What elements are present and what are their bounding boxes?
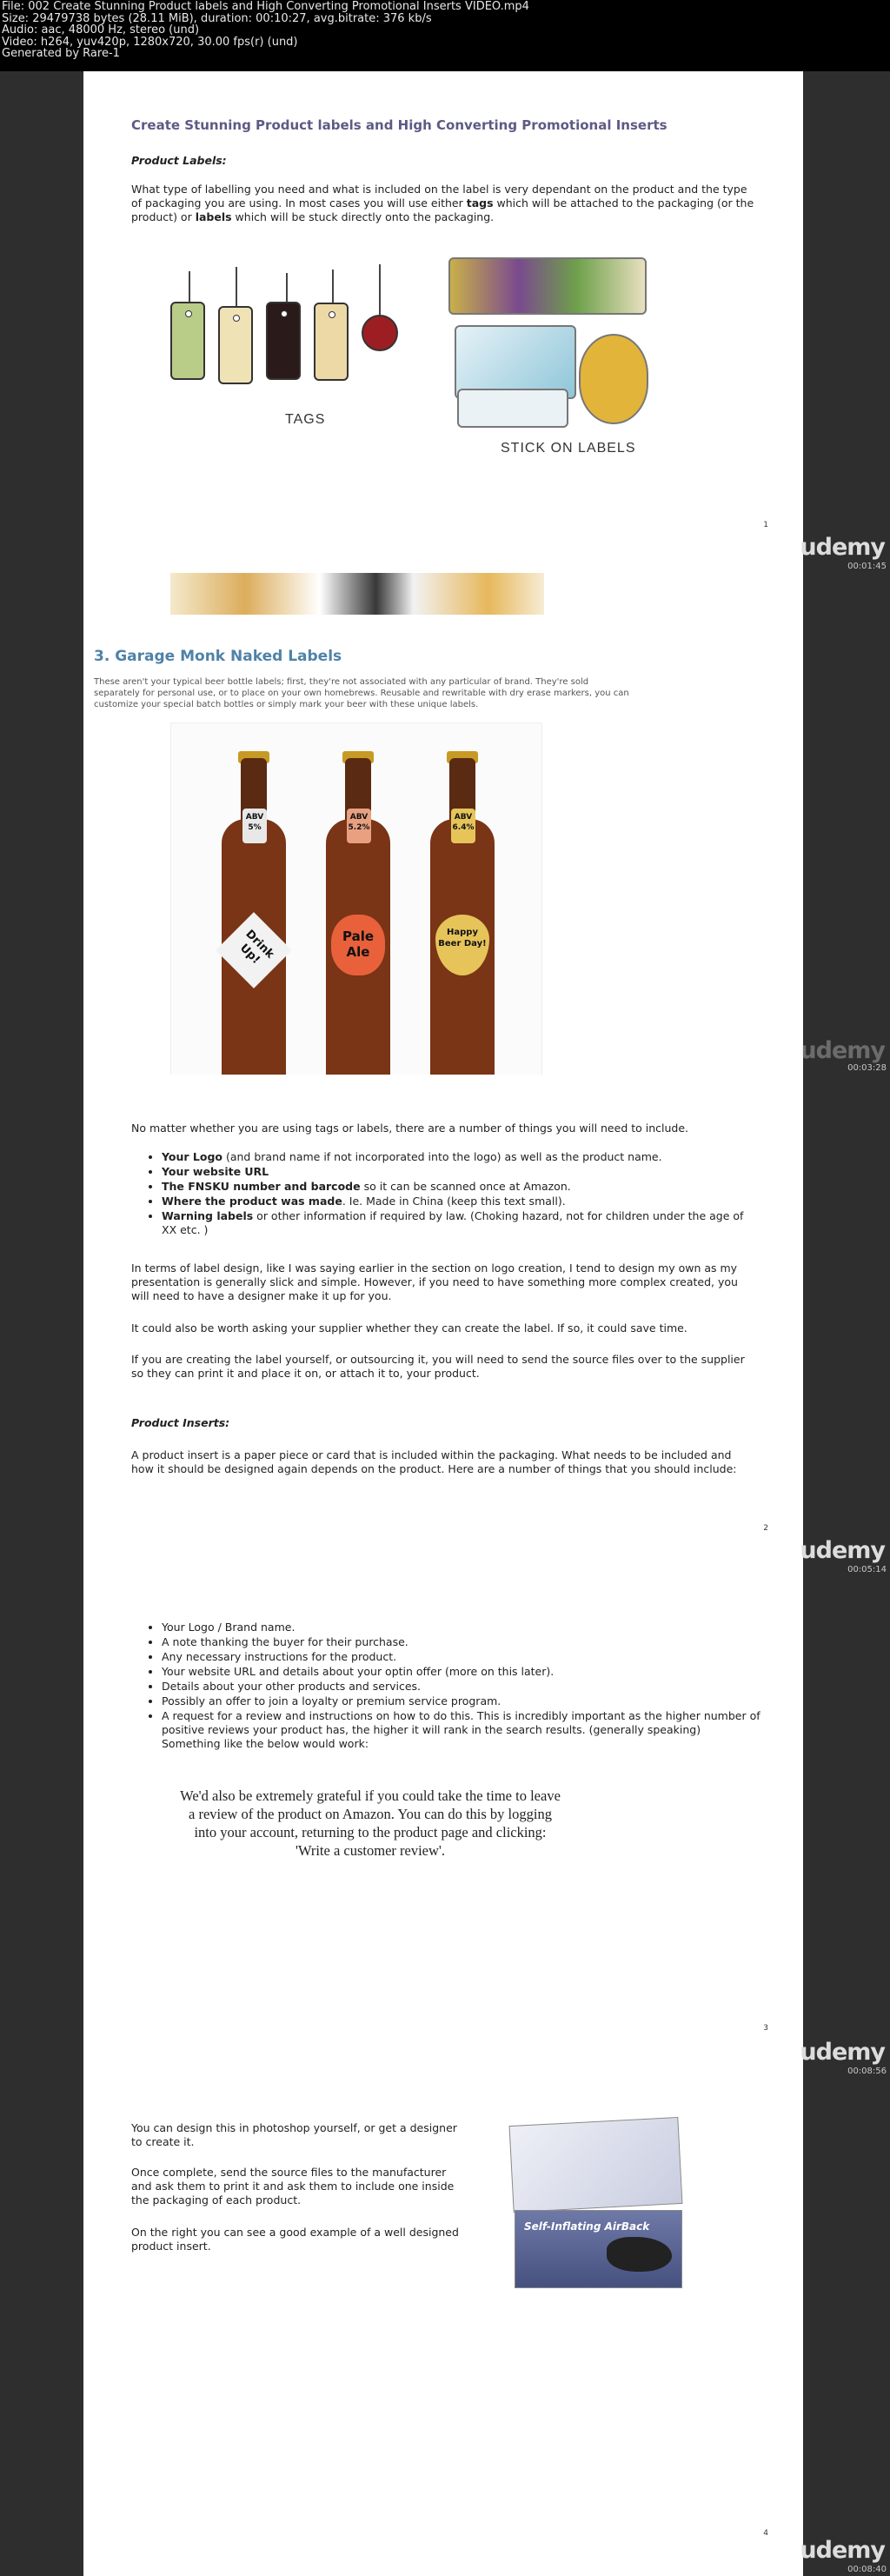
section-subheading: Product Inserts: — [131, 1416, 230, 1429]
intro-paragraph: What type of labelling you need and what is included on the label is very dependant on the product and the type of packaging you are using. In most cases you will use either tags which will be attached to the packaging (or the product) or labels which will be stuck directly onto the packaging. — [131, 183, 754, 223]
udemy-watermark: udemy — [800, 1537, 885, 1564]
paragraph: A product insert is a paper piece or card that is included within the packaging. What needs to be included and how it should be designed again depends on the product. Here are a number of things that you should include: — [131, 1448, 737, 1475]
list-item: • Your Logo (and brand name if not incorporated into the logo) as well as the product name. — [162, 1150, 761, 1164]
bottle-top-label: ABV 5% — [242, 809, 267, 843]
file-info-line: Generated by Rare-1 — [2, 47, 120, 60]
section-heading: 3. Garage Monk Naked Labels — [94, 648, 342, 665]
bottle-main-label: Pale Ale — [331, 915, 385, 975]
document-page — [83, 71, 803, 573]
file-info-line: File: 002 Create Stunning Product labels and High Converting Promotional Inserts VIDEO.mp4 — [2, 0, 529, 13]
web-page — [83, 573, 803, 1075]
list-item: • Details about your other products and services. — [162, 1680, 761, 1694]
page-title: Create Stunning Product labels and High Converting Promotional Inserts — [131, 117, 668, 133]
list-item: • Warning labels or other information if required by law. (Choking hazard, not for children under the age of XX etc. ) — [162, 1209, 761, 1237]
beer-bottle — [222, 758, 286, 1075]
beer-photo — [170, 722, 542, 1075]
section-subheading: Product Labels: — [131, 154, 227, 167]
paragraph: On the right you can see a good example of a well designed product insert. — [131, 2226, 459, 2253]
section-description: These aren't your typical beer bottle labels; first, they're not associated with any particular of brand. They're sold separately for personal use, or to place on your own homebrews. Reusable and rewritable with dry erase markers, you can customize your special batch bottles or simply mark your beer with these unique labels. — [94, 677, 629, 709]
list-item: • A request for a review and instructions on how to do this. This is incredibly important as the higher number of positive reviews your product has, the higher it will rank in the search results. (generally speaking) Something like the below would work: — [162, 1709, 761, 1751]
video-frame-5 — [0, 2078, 890, 2576]
video-timestamp: 00:01:45 — [847, 562, 887, 571]
beer-bottle — [430, 758, 495, 1075]
udemy-watermark: udemy — [800, 2537, 885, 2564]
paragraph: In terms of label design, like I was saying earlier in the section on logo creation, I tend to design my own as my presentation is generally slick and simple. However, if you need to have something more complex created, you will need to have a designer make it up for you. — [131, 1261, 738, 1302]
file-info-header — [0, 0, 890, 71]
labels-caption: STICK ON LABELS — [501, 441, 636, 456]
file-info-line: Size: 29479738 bytes (28.11 MiB), duration: 00:10:27, avg.bitrate: 376 kb/s — [2, 11, 432, 25]
video-frame-2 — [0, 573, 890, 1075]
list-item: • The FNSKU number and barcode so it can be scanned once at Amazon. — [162, 1180, 761, 1194]
video-frame-3 — [0, 1075, 890, 1576]
video-timestamp: 00:08:56 — [847, 2067, 887, 2076]
udemy-watermark: udemy — [800, 534, 885, 561]
page-number: 4 — [763, 2529, 768, 2538]
bottle-top-label: ABV 6.4% — [451, 809, 475, 843]
video-frame-1 — [0, 71, 890, 573]
video-timestamp: 00:03:28 — [847, 1063, 887, 1073]
brochure-title: Self-Inflating AirBack — [524, 2220, 650, 2233]
review-request-quote: We'd also be extremely grateful if you could take the time to leave a review of the product on Amazon. You can do this by logging into your account, returning to the product page and clicking: 'Write a customer review'. — [180, 1787, 561, 1859]
list-item: • Any necessary instructions for the product. — [162, 1650, 761, 1664]
list-item: • Possibly an offer to join a loyalty or premium service program. — [162, 1694, 761, 1708]
file-info-line: Audio: aac, 48000 Hz, stereo (und) — [2, 23, 200, 37]
intro-paragraph: No matter whether you are using tags or labels, there are a number of things you will need to include. — [131, 1122, 689, 1135]
list-item: • Your website URL — [162, 1165, 761, 1179]
list-item: • Your website URL and details about your optin offer (more on this later). — [162, 1665, 761, 1679]
list-item: • Your Logo / Brand name. — [162, 1621, 761, 1634]
document-page — [83, 2078, 803, 2576]
paragraph: It could also be worth asking your supplier whether they can create the label. If so, it could save time. — [131, 1321, 687, 1335]
paragraph: You can design this in photoshop yourself, or get a designer to create it. — [131, 2121, 457, 2148]
video-timestamp: 00:05:14 — [847, 1565, 887, 1574]
bottle-main-label: Happy Beer Day! — [435, 915, 489, 975]
page-number: 3 — [763, 2024, 768, 2033]
file-info-line: Video: h264, yuv420p, 1280x720, 30.00 fps(r) (und) — [2, 35, 298, 49]
paragraph: If you are creating the label yourself, or outsourcing it, you will need to send the source files over to the supplier so they can print it and place it on, or attach it to, your product. — [131, 1353, 745, 1380]
video-timestamp: 00:08:40 — [847, 2565, 887, 2574]
bottle-top-label: ABV 5.2% — [347, 809, 371, 843]
insert-contents-list — [162, 1621, 761, 1752]
page-number: 1 — [763, 521, 768, 529]
tags-caption: TAGS — [285, 412, 326, 427]
document-page — [83, 1075, 803, 1576]
list-item: • Where the product was made. Ie. Made in China (keep this text small). — [162, 1195, 761, 1208]
document-page — [83, 1576, 803, 2078]
list-item: • A note thanking the buyer for their purchase. — [162, 1635, 761, 1649]
udemy-watermark: udemy — [800, 2039, 885, 2066]
video-frame-4 — [0, 1576, 890, 2078]
bottle-main-label: Drink Up! — [216, 912, 292, 988]
label-requirements-list — [162, 1150, 761, 1238]
paragraph: Once complete, send the source files to the manufacturer and ask them to print it and ask them to include one inside the packaging of each product. — [131, 2166, 455, 2207]
beer-bottle — [326, 758, 390, 1075]
udemy-watermark: udemy — [800, 1037, 885, 1064]
product-image-strip — [170, 573, 544, 615]
page-number: 2 — [763, 1524, 768, 1533]
